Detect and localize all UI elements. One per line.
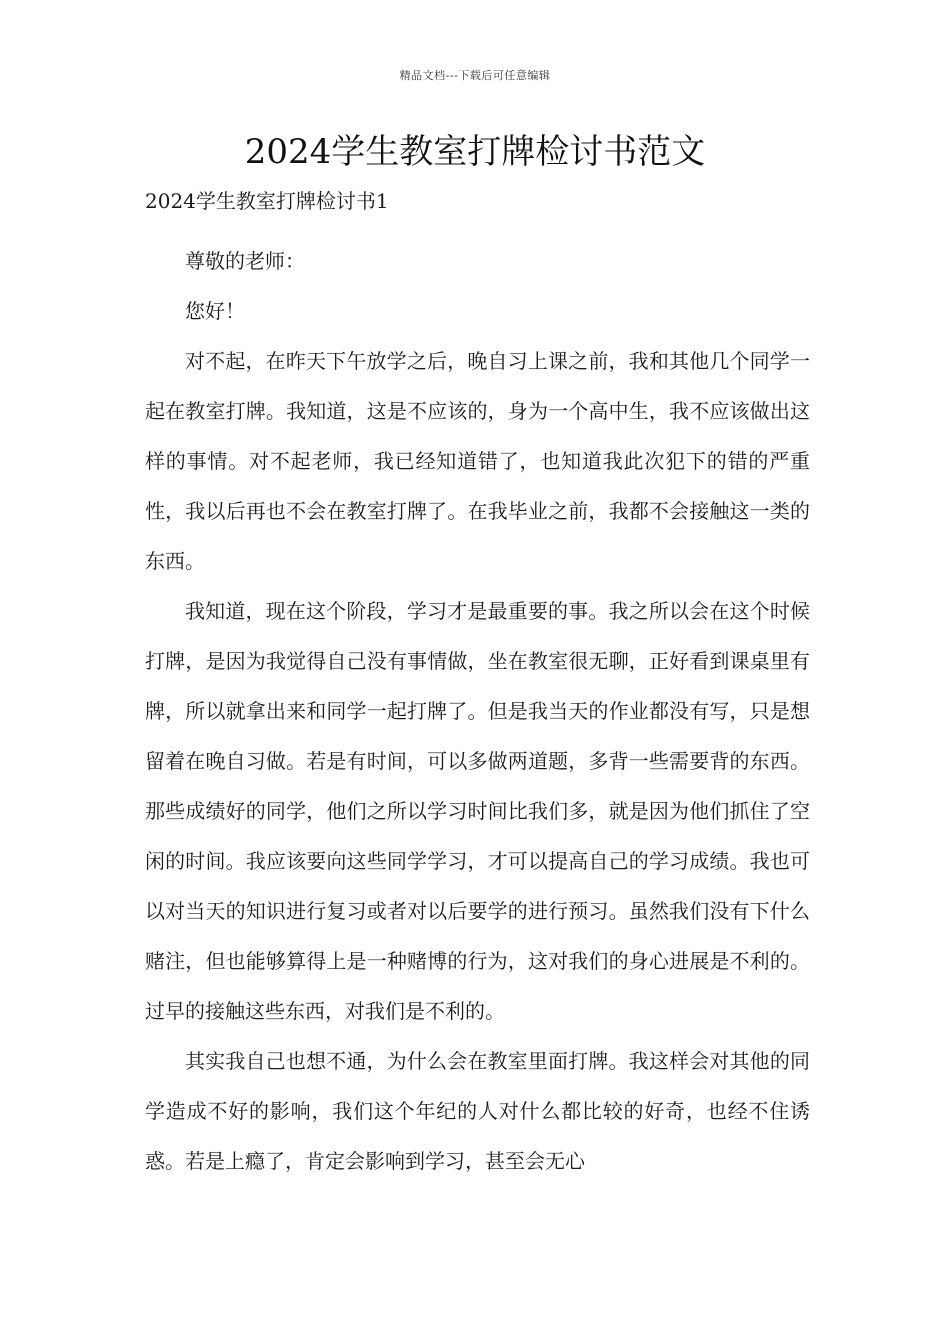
body-paragraph: 对不起，在昨天下午放学之后，晚自习上课之前，我和其他几个同学一起在教室打牌。我知道，这是不应该的，身为一个高中生，我不应该做出这样的事情。对不起老师，我已经知道错了，也知道我此次犯下的错的严重性，我以后再也不会在教室打牌了。在我毕业之前，我都不会接触这一类的东西。 (145, 349, 810, 573)
body-paragraph: 其实我自己也想不通，为什么会在教室里面打牌。我这样会对其他的同学造成不好的影响，我们这个年纪的人对什么都比较的好奇，也经不住诱惑。若是上瘾了，肯定会影响到学习，甚至会无心 (145, 1049, 810, 1173)
salutation: 尊敬的老师： (185, 249, 305, 273)
body-paragraph: 我知道，现在这个阶段，学习才是最重要的事。我之所以会在这个时候打牌，是因为我觉得自己没有事情做，坐在教室很无聊，正好看到课桌里有牌，所以就拿出来和同学一起打牌了。但是我当天的作业都没有写，只是想留着在晚自习做。若是有时间，可以多做两道题，多背一些需要背的东西。那些成绩好的同学，他们之所以学习时间比我们多，就是因为他们抓住了空闲的时间。我应该要向这些同学学习，才可以提高自己的学习成绩。我也可以对当天的知识进行复习或者对以后要学的进行预习。虽然我们没有下什么赌注，但也能够算得上是一种赌博的行为，这对我们的身心进展是不利的。过早的接触这些东西，对我们是不利的。 (145, 599, 810, 1023)
greeting: 您好！ (185, 299, 245, 323)
header-note: 精品文档---下载后可任意编辑 (399, 69, 551, 82)
document-subtitle: 2024学生教室打牌检讨书1 (145, 189, 389, 213)
document-title: 2024学生教室打牌检讨书范文 (244, 132, 706, 172)
document-body (145, 236, 810, 1186)
